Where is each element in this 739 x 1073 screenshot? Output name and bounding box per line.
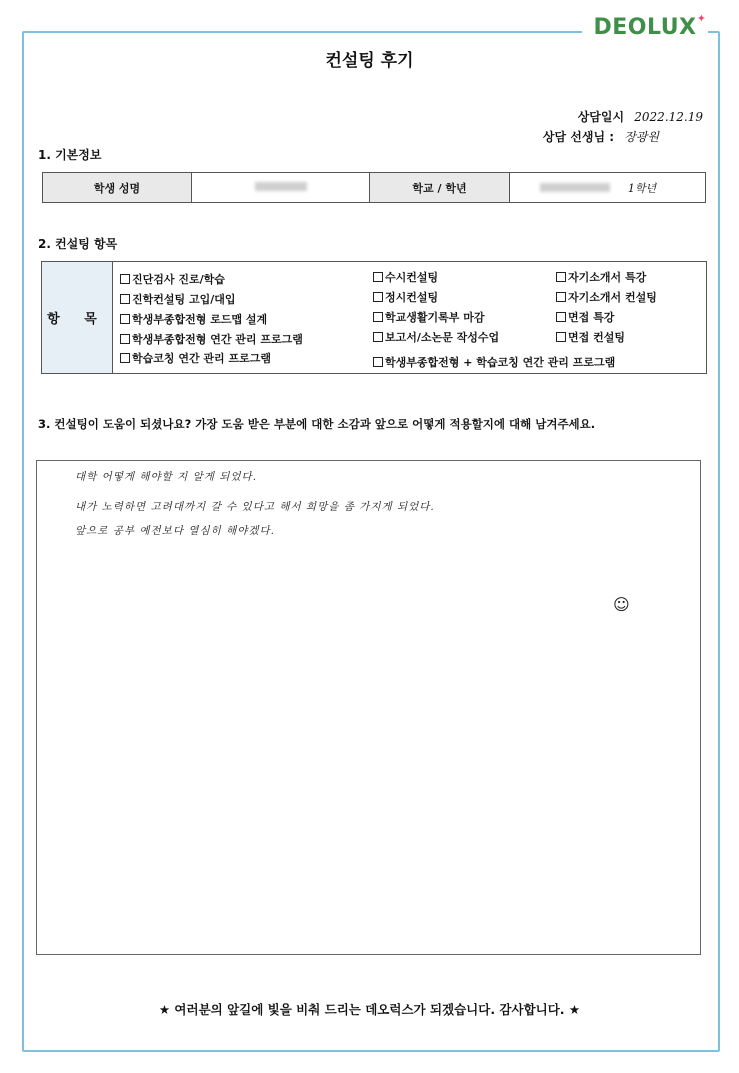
item-checkbox[interactable]: 학생부종합전형 로드맵 설계 xyxy=(120,311,267,327)
item-checkbox[interactable]: 보고서/소논문 작성수업 xyxy=(373,329,499,345)
item-checkbox[interactable]: 진학컨설팅 고입/대입 xyxy=(120,291,235,307)
answer-line: 내가 노력하면 고려대까지 갈 수 있다고 해서 희망을 좀 가지게 되었다. xyxy=(75,501,435,513)
checkbox-icon[interactable] xyxy=(556,292,566,302)
redacted-name xyxy=(255,182,307,191)
redacted-school xyxy=(540,183,610,192)
grade-value: 1학년 xyxy=(627,181,657,195)
consult-date-label: 상담일시 xyxy=(577,110,625,124)
checkbox-icon[interactable] xyxy=(373,272,383,282)
checkbox-icon[interactable] xyxy=(120,294,130,304)
item-checkbox[interactable]: 면접 특강 xyxy=(556,309,614,325)
checkbox-icon[interactable] xyxy=(556,312,566,322)
footer-message: ★ 여러분의 앞길에 빛을 비춰 드리는 데오럭스가 되겠습니다. 감사합니다. ★ xyxy=(158,1002,581,1017)
items-row-header: 항 목 xyxy=(42,262,113,373)
checkbox-icon[interactable] xyxy=(373,332,383,342)
answer-line: 앞으로 공부 예전보다 열심히 해야겠다. xyxy=(75,525,275,537)
school-grade-label: 학교 / 학년 xyxy=(370,173,510,203)
answer-box[interactable] xyxy=(36,460,701,955)
consult-teacher-value: 장광원 xyxy=(624,130,659,144)
checkbox-icon[interactable] xyxy=(120,314,130,324)
checkbox-icon[interactable] xyxy=(556,272,566,282)
item-checkbox[interactable]: 면접 컨설팅 xyxy=(556,329,625,345)
student-name-value xyxy=(192,173,370,203)
item-checkbox[interactable]: 학교생활기록부 마감 xyxy=(373,309,484,325)
page-title: 컨설팅 후기 xyxy=(325,51,414,71)
logo xyxy=(582,14,708,48)
consult-date-value: 2022.12.19 xyxy=(634,110,703,124)
section1-heading: 1. 기본정보 xyxy=(38,148,102,162)
basic-info-table xyxy=(42,172,706,203)
checkbox-icon[interactable] xyxy=(373,312,383,322)
logo-star-icon: ✦ xyxy=(696,12,706,25)
consult-teacher-label: 상담 선생님 : xyxy=(542,130,615,144)
logo-text: DEOLUX xyxy=(593,15,697,40)
item-checkbox[interactable]: 학습코칭 연간 관리 프로그램 xyxy=(120,350,271,366)
item-checkbox[interactable]: 학생부종합전형 + 학습코칭 연간 관리 프로그램 xyxy=(373,354,615,370)
section3-question: 3. 컨설팅이 도움이 되셨나요? 가장 도움 받은 부분에 대한 소감과 앞으로 어떻게 적용할지에 대해 남겨주세요. xyxy=(38,417,596,431)
consult-date xyxy=(578,108,703,125)
checkbox-icon[interactable] xyxy=(120,274,130,284)
smiley-icon: ☺ xyxy=(613,595,630,614)
answer-line: 대학 어떻게 해야할 지 알게 되었다. xyxy=(75,471,258,483)
consult-teacher xyxy=(543,128,659,145)
student-name-label: 학생 성명 xyxy=(43,173,192,203)
item-checkbox[interactable]: 자기소개서 특강 xyxy=(556,269,646,285)
school-grade-value xyxy=(510,173,706,203)
checkbox-icon[interactable] xyxy=(556,332,566,342)
checkbox-icon[interactable] xyxy=(120,353,130,363)
item-checkbox[interactable]: 정시컨설팅 xyxy=(373,289,438,305)
section2-heading: 2. 컨설팅 항목 xyxy=(38,237,118,251)
checkbox-icon[interactable] xyxy=(120,334,130,344)
item-checkbox[interactable]: 진단검사 진로/학습 xyxy=(120,271,225,287)
checkbox-icon[interactable] xyxy=(373,292,383,302)
item-checkbox[interactable]: 자기소개서 컨설팅 xyxy=(556,289,657,305)
checkbox-icon[interactable] xyxy=(373,357,383,367)
consult-items-box xyxy=(41,261,707,374)
item-checkbox[interactable]: 수시컨설팅 xyxy=(373,269,438,285)
item-checkbox[interactable]: 학생부종합전형 연간 관리 프로그램 xyxy=(120,331,303,347)
